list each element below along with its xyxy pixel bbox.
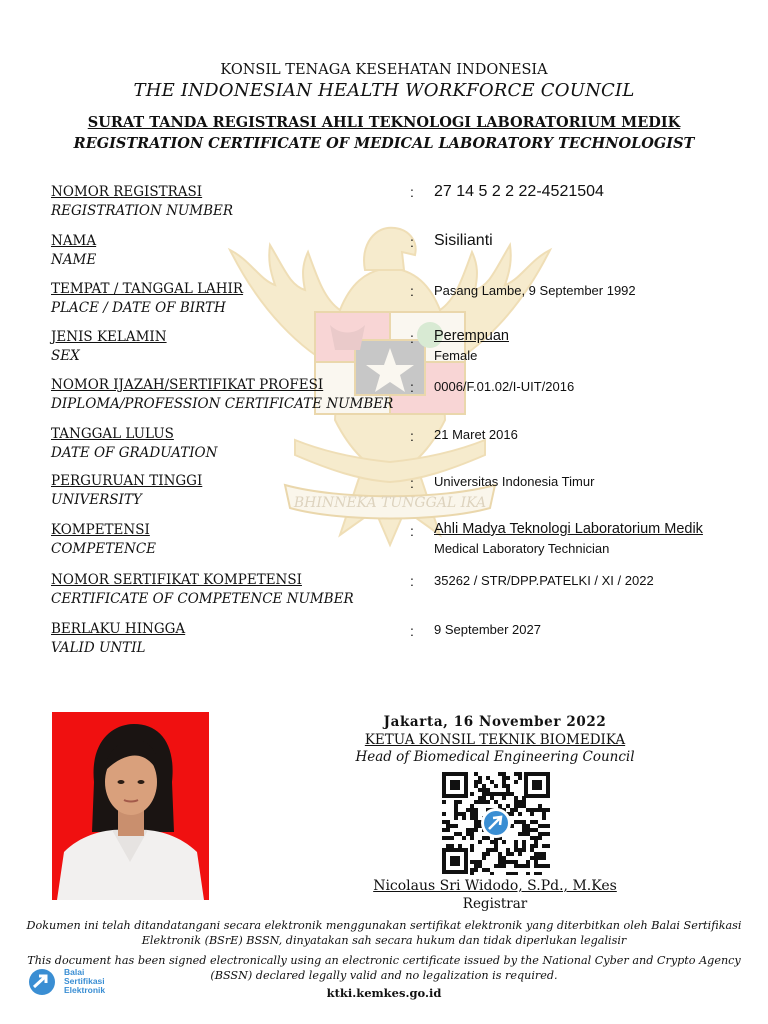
legal-note-id-line1: Dokumen ini telah ditandatangani secara elektronik menggunakan sertifikat elektronik yang diterbitkan oleh Balai Sertifikasi <box>26 919 742 932</box>
council-name-id: KONSIL TENAGA KESEHATAN INDONESIA <box>220 62 548 78</box>
motto-text: BHINNEKA TUNGGAL IKA <box>293 495 487 511</box>
field-label-name-en: NAME <box>51 252 97 268</box>
field-label-competence-cert-en: CERTIFICATE OF COMPETENCE NUMBER <box>51 591 354 607</box>
field-value-sex: Perempuan <box>434 328 509 344</box>
field-label-birth-en: PLACE / DATE OF BIRTH <box>51 300 226 316</box>
field-colon: : <box>410 623 414 639</box>
signer-title-en: Head of Biomedical Engineering Council <box>355 749 635 765</box>
field-value-competence-en: Medical Laboratory Technician <box>434 541 610 556</box>
field-colon: : <box>410 523 414 539</box>
field-label-sex: JENIS KELAMIN <box>51 329 167 345</box>
qr-code-icon <box>441 771 551 875</box>
field-value-sex-en: Female <box>434 348 478 363</box>
field-label-competence: KOMPETENSI <box>51 522 150 538</box>
field-label-birth: TEMPAT / TANGGAL LAHIR <box>51 281 244 297</box>
field-label-valid-until-en: VALID UNTIL <box>51 640 146 656</box>
field-value-university: Universitas Indonesia Timur <box>434 474 595 489</box>
field-label-university: PERGURUAN TINGGI <box>51 473 203 489</box>
field-colon: : <box>410 330 414 346</box>
field-label-registration-number-en: REGISTRATION NUMBER <box>51 203 234 219</box>
legal-note-id-line2: Elektronik (BSrE) BSSN, dinyatakan sah secara hukum dan tidak diperlukan legalisir <box>141 934 627 947</box>
field-label-competence-en: COMPETENCE <box>51 541 157 557</box>
field-value-competence: Ahli Madya Teknologi Laboratorium Medik <box>434 521 703 537</box>
field-label-registration-number: NOMOR REGISTRASI <box>51 184 203 200</box>
field-label-diploma: NOMOR IJAZAH/SERTIFIKAT PROFESI <box>51 377 324 393</box>
field-label-university-en: UNIVERSITY <box>51 492 142 508</box>
field-value-birth: Pasang Lambe, 9 September 1992 <box>434 283 636 298</box>
signer-name: Nicolaus Sri Widodo, S.Pd., M.Kes <box>373 878 617 894</box>
field-label-graduation: TANGGAL LULUS <box>51 426 174 442</box>
legal-note-id <box>0 918 768 948</box>
website-link[interactable]: ktki.kemkes.go.id <box>326 986 442 1000</box>
field-colon: : <box>410 573 414 589</box>
field-value-competence-cert: 35262 / STR/DPP.PATELKI / XI / 2022 <box>434 573 654 588</box>
legal-note-en <box>0 953 768 983</box>
bsre-logo-text-1: Balai <box>64 967 85 977</box>
field-value-name: Sisilianti <box>434 232 493 249</box>
certificate-title-id: SURAT TANDA REGISTRASI AHLI TEKNOLOGI LABORATORIUM MEDIK <box>87 114 681 131</box>
field-value-valid-until: 9 September 2027 <box>434 622 541 637</box>
bsre-logo-text-3: Elektronik <box>64 985 106 995</box>
field-label-competence-cert: NOMOR SERTIFIKAT KOMPETENSI <box>51 572 302 588</box>
legal-note-en-line2: (BSSN) declared legally valid and no legalization is required. <box>210 969 558 982</box>
field-colon: : <box>410 234 414 250</box>
field-label-diploma-en: DIPLOMA/PROFESSION CERTIFICATE NUMBER <box>51 396 394 412</box>
holder-photo <box>52 712 209 900</box>
person-portrait-icon <box>52 712 209 900</box>
field-colon: : <box>410 428 414 444</box>
field-label-graduation-en: DATE OF GRADUATION <box>51 445 218 461</box>
field-colon: : <box>410 184 414 200</box>
field-colon: : <box>410 283 414 299</box>
field-value-diploma: 0006/F.01.02/I-UIT/2016 <box>434 379 575 394</box>
certificate-title-en: REGISTRATION CERTIFICATE OF MEDICAL LABORATORY TECHNOLOGIST <box>73 135 695 152</box>
field-value-graduation: 21 Maret 2016 <box>434 427 518 442</box>
field-label-sex-en: SEX <box>51 348 80 364</box>
field-colon: : <box>410 379 414 395</box>
council-name-en: THE INDONESIAN HEALTH WORKFORCE COUNCIL <box>133 80 635 101</box>
field-value-registration-number: 27 14 5 2 2 22-4521504 <box>434 183 604 200</box>
field-label-name: NAMA <box>51 233 97 249</box>
signer-title-id: KETUA KONSIL TEKNIK BIOMEDIKA <box>364 732 626 748</box>
bsre-logo-text-2: Sertifikasi <box>64 976 105 986</box>
field-colon: : <box>410 475 414 491</box>
field-label-valid-until: BERLAKU HINGGA <box>51 621 186 637</box>
signing-place-date: Jakarta, 16 November 2022 <box>383 714 607 730</box>
signer-role: Registrar <box>462 896 528 912</box>
legal-note-en-line1: This document has been signed electronically using an electronic certificate issued by the National Cyber and Crypto Agency <box>27 954 741 967</box>
